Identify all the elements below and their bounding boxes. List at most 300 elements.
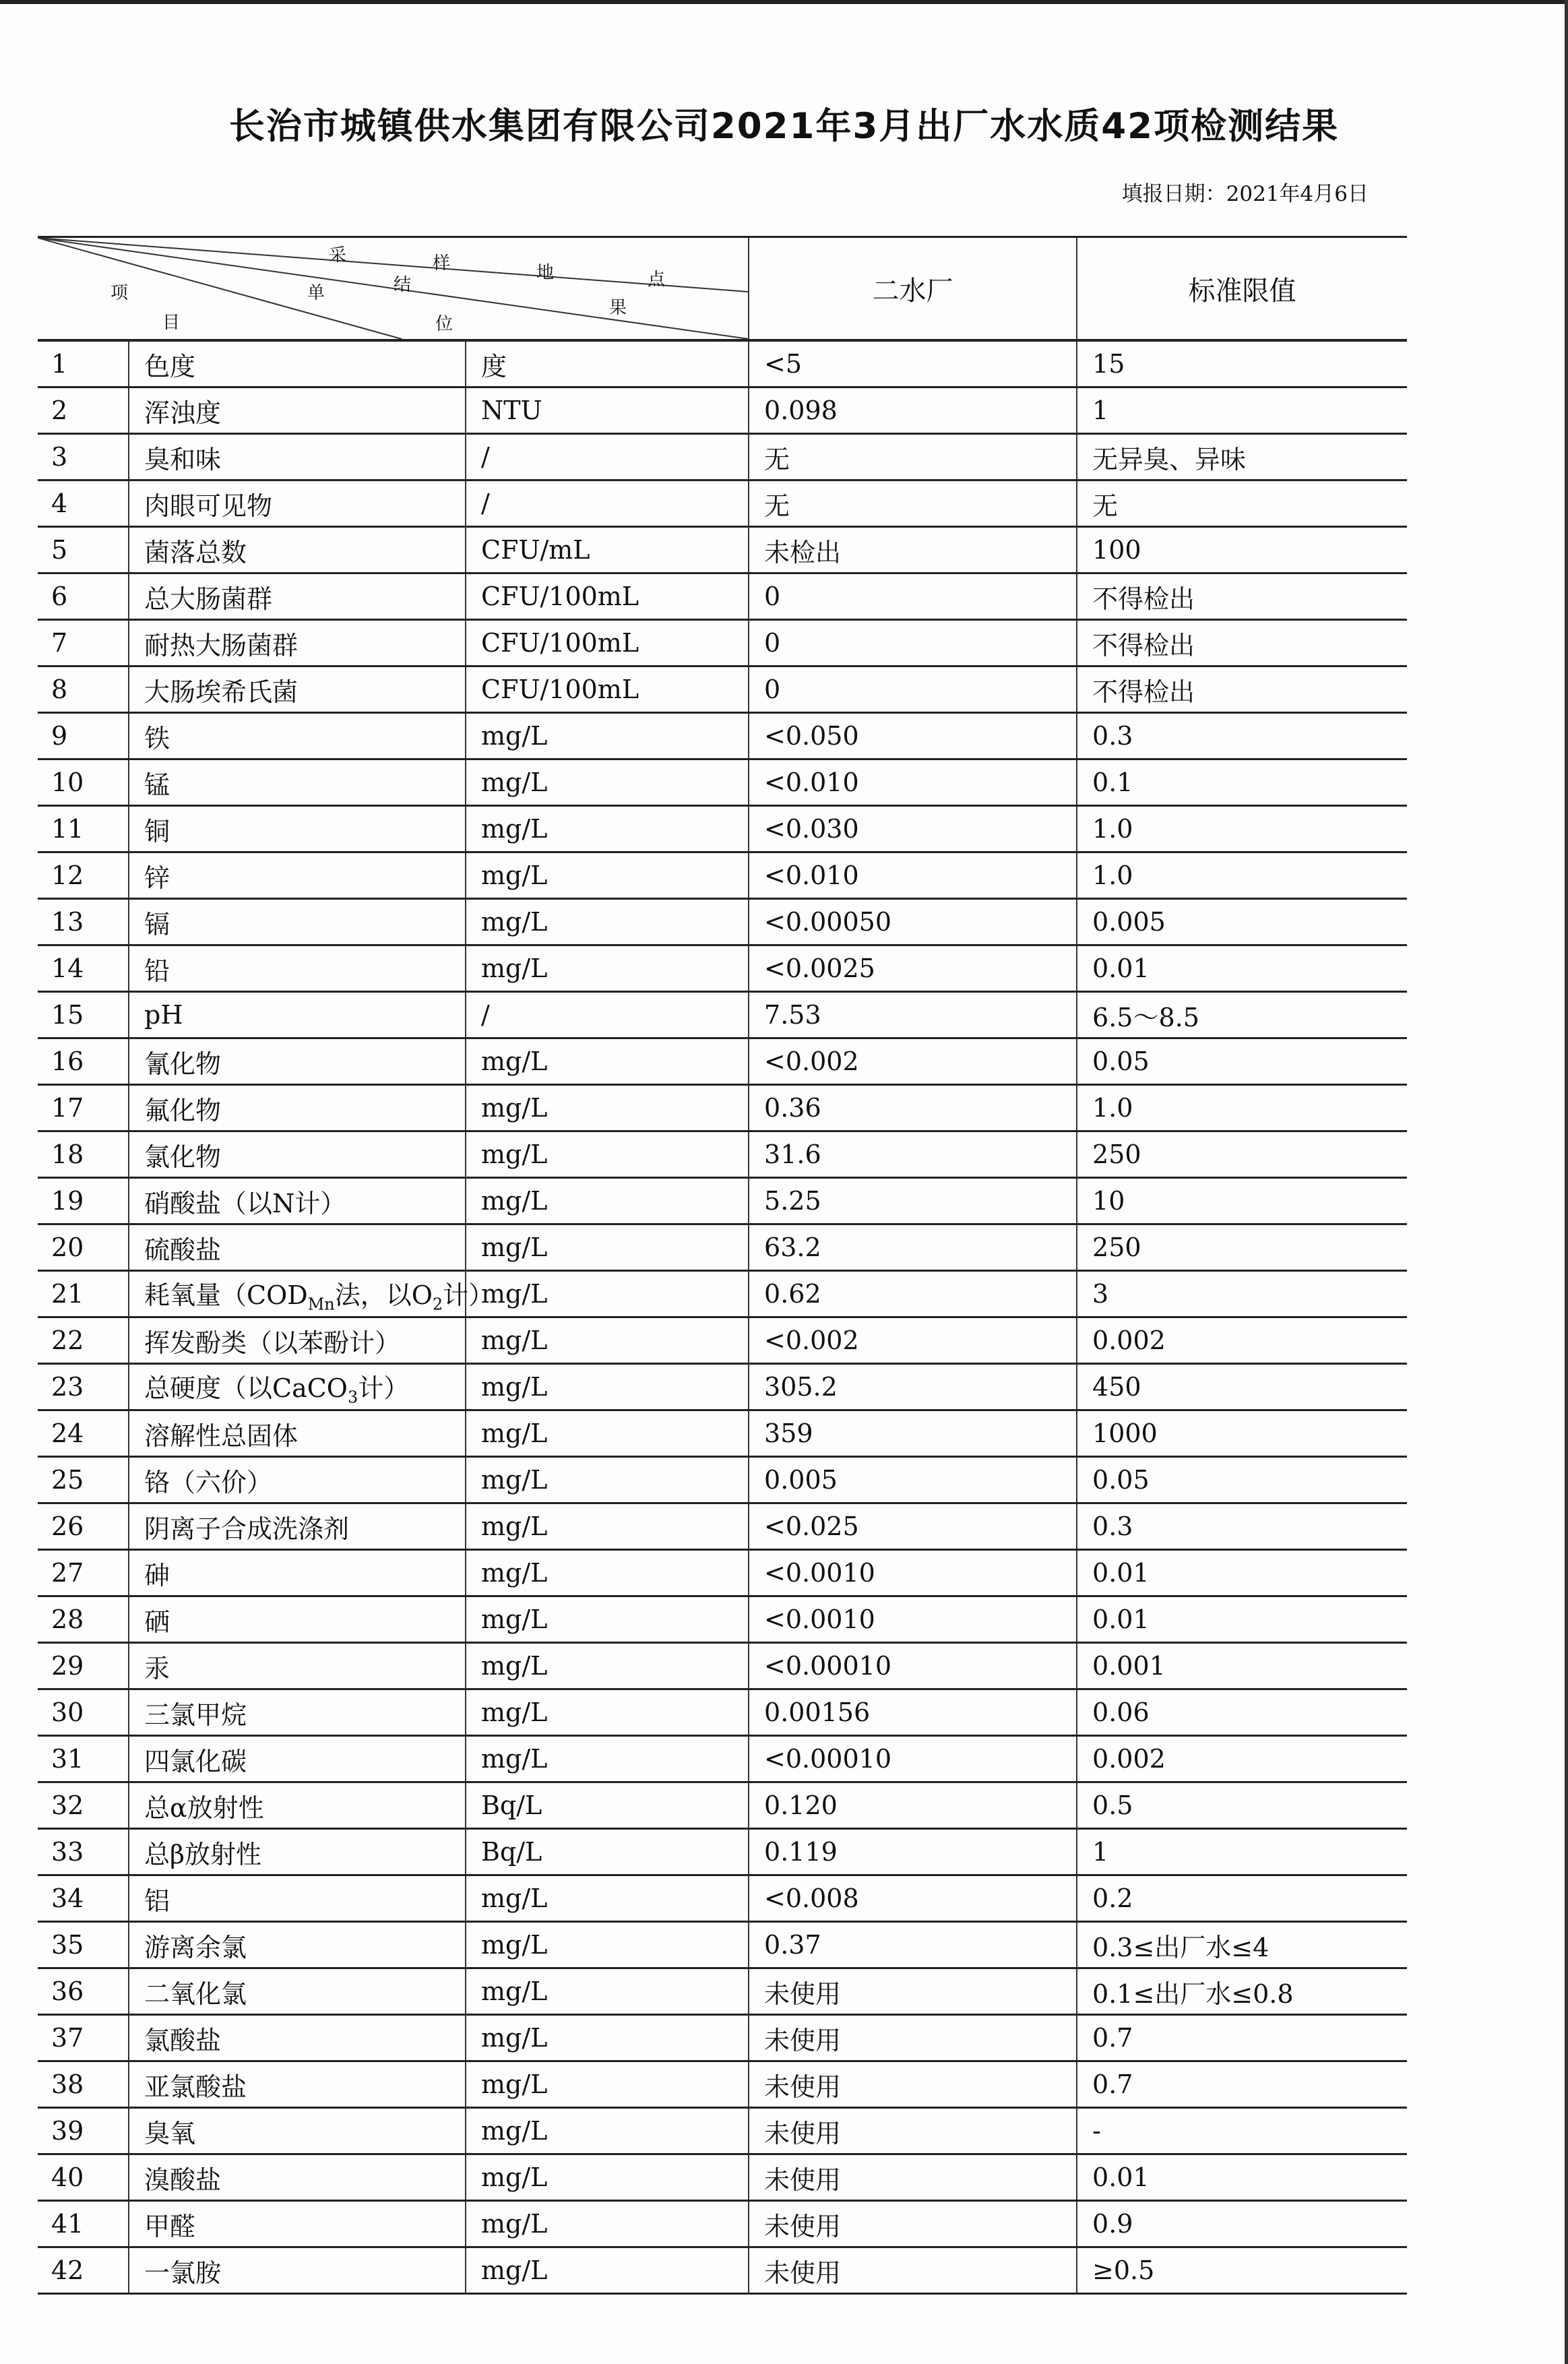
- result-value: <0.008: [749, 1875, 1077, 1922]
- row-number: 37: [38, 2015, 129, 2061]
- table-row: [38, 1643, 1407, 1689]
- row-number: 41: [38, 2201, 129, 2247]
- row-number: 36: [38, 1968, 129, 2015]
- item-name-text: 溴酸盐: [144, 2165, 222, 2195]
- item-name: [129, 1829, 466, 1875]
- item-name-text: 总大肠菌群: [144, 584, 273, 614]
- row-number: 14: [38, 945, 129, 992]
- unit: mg/L: [466, 852, 749, 899]
- result-value: <0.0010: [749, 1596, 1077, 1643]
- item-name-subscript: Mn: [307, 1295, 335, 1314]
- item-name-text: 氰化物: [144, 1049, 222, 1079]
- table-row: [38, 387, 1407, 434]
- item-name-text: 四氯化碳: [144, 1746, 247, 1776]
- item-name-text: 亚氯酸盐: [144, 2072, 247, 2102]
- result-value: 未使用: [749, 2061, 1077, 2108]
- row-number: 12: [38, 852, 129, 899]
- item-name-text: 挥发酚类（以苯酚计）: [144, 1328, 401, 1358]
- item-name: [129, 1689, 466, 1736]
- unit: /: [466, 992, 749, 1038]
- table-row: [38, 1922, 1407, 1968]
- report-date: 填报日期：2021年4月6日: [1121, 182, 1369, 206]
- item-name: [129, 1968, 466, 2015]
- standard-limit-value: 0.001: [1077, 1643, 1407, 1689]
- standard-limit-value: 15: [1077, 340, 1407, 387]
- standard-limit-value: 0.05: [1077, 1038, 1407, 1085]
- standard-limit-value: 0.05: [1077, 1457, 1407, 1503]
- result-value: <0.010: [749, 852, 1077, 899]
- unit: mg/L: [466, 1968, 749, 2015]
- table-row: [38, 2247, 1407, 2294]
- item-name: [129, 387, 466, 434]
- row-number: 34: [38, 1875, 129, 1922]
- table-row: [38, 1364, 1407, 1410]
- unit: mg/L: [466, 713, 749, 759]
- item-name-text: 阴离子合成洗涤剂: [144, 1514, 350, 1544]
- table-row: [38, 713, 1407, 759]
- item-name: [129, 713, 466, 759]
- standard-limit-value: 0.2: [1077, 1875, 1407, 1922]
- item-name: [129, 1410, 466, 1457]
- standard-limit-value: 0.3≤出厂水≤4: [1077, 1922, 1407, 1968]
- standard-limit-value: 0.1≤出厂水≤0.8: [1077, 1968, 1407, 2015]
- item-name-text: 锌: [144, 863, 170, 893]
- table-row: [38, 1131, 1407, 1178]
- item-name-text: 硒: [144, 1607, 170, 1637]
- table-row: [38, 1271, 1407, 1317]
- result-value: 0.119: [749, 1829, 1077, 1875]
- result-value: <0.002: [749, 1038, 1077, 1085]
- item-name-text: 三氯甲烷: [144, 1700, 247, 1730]
- item-name: [129, 899, 466, 945]
- item-name: [129, 2061, 466, 2108]
- item-name: [129, 1596, 466, 1643]
- unit: CFU/100mL: [466, 666, 749, 713]
- item-name-text: 游离余氯: [144, 1932, 247, 1962]
- item-name-text: 大肠埃希氏菌: [144, 677, 299, 707]
- unit: Bq/L: [466, 1829, 749, 1875]
- item-name-text: 耗氧量（COD: [144, 1280, 308, 1310]
- item-name-text: 铅: [144, 956, 170, 986]
- item-name-text: 硝酸盐（以N计）: [144, 1188, 346, 1218]
- row-number: 10: [38, 759, 129, 806]
- standard-limit-value: 250: [1077, 1224, 1407, 1271]
- item-name: [129, 2247, 466, 2294]
- item-name: [129, 1224, 466, 1271]
- table-row: [38, 2061, 1407, 2108]
- table-row: [38, 992, 1407, 1038]
- table-row: [38, 1736, 1407, 1782]
- standard-limit-value: 3: [1077, 1271, 1407, 1317]
- row-number: 35: [38, 1922, 129, 1968]
- table-row: [38, 340, 1407, 387]
- diagonal-header-lines: [38, 238, 749, 339]
- table-row: [38, 1503, 1407, 1550]
- row-number: 29: [38, 1643, 129, 1689]
- standard-limit-value: 450: [1077, 1364, 1407, 1410]
- unit: mg/L: [466, 1550, 749, 1596]
- item-name-text: 臭氧: [144, 2118, 196, 2148]
- item-name-text: 铁: [144, 723, 170, 753]
- result-value: 未检出: [749, 527, 1077, 573]
- item-name-text: 总硬度（以CaCO: [144, 1373, 348, 1403]
- standard-limit-value: 1: [1077, 1829, 1407, 1875]
- result-value: 31.6: [749, 1131, 1077, 1178]
- standard-limit-value: 0.002: [1077, 1736, 1407, 1782]
- unit: mg/L: [466, 2247, 749, 2294]
- item-name-text: 肉眼可见物: [144, 491, 273, 521]
- standard-limit-value: 不得检出: [1077, 666, 1407, 713]
- hdr-unit-char: 单: [307, 283, 325, 303]
- row-number: 26: [38, 1503, 129, 1550]
- row-number: 31: [38, 1736, 129, 1782]
- item-name: [129, 434, 466, 480]
- unit: mg/L: [466, 1224, 749, 1271]
- unit: NTU: [466, 387, 749, 434]
- unit: mg/L: [466, 2154, 749, 2201]
- table-row: [38, 2154, 1407, 2201]
- row-number: 1: [38, 340, 129, 387]
- unit: mg/L: [466, 1922, 749, 1968]
- result-value: 0.36: [749, 1085, 1077, 1131]
- standard-limit-value: 0.01: [1077, 1550, 1407, 1596]
- table-row: [38, 666, 1407, 713]
- item-name: [129, 340, 466, 387]
- row-number: 15: [38, 992, 129, 1038]
- standard-limit-value: 无: [1077, 480, 1407, 527]
- row-number: 32: [38, 1782, 129, 1829]
- table-row: [38, 2015, 1407, 2061]
- standard-limit-value: 0.002: [1077, 1317, 1407, 1364]
- standard-limit-value: 不得检出: [1077, 620, 1407, 666]
- unit: CFU/100mL: [466, 620, 749, 666]
- row-number: 6: [38, 573, 129, 620]
- item-name: [129, 1922, 466, 1968]
- item-name: [129, 1503, 466, 1550]
- item-name: [129, 806, 466, 852]
- table-row: [38, 899, 1407, 945]
- table-row: [38, 434, 1407, 480]
- result-value: 未使用: [749, 2201, 1077, 2247]
- item-name: [129, 527, 466, 573]
- table-row: [38, 1457, 1407, 1503]
- table-row: [38, 1689, 1407, 1736]
- hdr-site-char: 样: [433, 253, 451, 274]
- standard-limit-value: 6.5～8.5: [1077, 992, 1407, 1038]
- row-number: 20: [38, 1224, 129, 1271]
- standard-limit-value: 0.06: [1077, 1689, 1407, 1736]
- item-name-text: 一氯胺: [144, 2258, 222, 2288]
- result-value: <0.00010: [749, 1643, 1077, 1689]
- unit: mg/L: [466, 1596, 749, 1643]
- row-number: 28: [38, 1596, 129, 1643]
- unit: mg/L: [466, 1875, 749, 1922]
- item-name-text: 溶解性总固体: [144, 1421, 299, 1451]
- item-name: [129, 1643, 466, 1689]
- table-row: [38, 480, 1407, 527]
- item-name: [129, 1782, 466, 1829]
- result-value: 未使用: [749, 2015, 1077, 2061]
- table-row: [38, 1875, 1407, 1922]
- item-name-text: 总β放射性: [144, 1839, 261, 1869]
- unit: mg/L: [466, 1689, 749, 1736]
- row-number: 19: [38, 1178, 129, 1224]
- item-name: [129, 1131, 466, 1178]
- standard-limit-value: 0.01: [1077, 1596, 1407, 1643]
- item-name-subscript: 3: [347, 1388, 358, 1407]
- hdr-item-char: 目: [162, 313, 181, 333]
- standard-limit-value: 0.005: [1077, 899, 1407, 945]
- table-row: [38, 527, 1407, 573]
- unit: mg/L: [466, 1271, 749, 1317]
- result-value: 无: [749, 434, 1077, 480]
- table-row: [38, 1038, 1407, 1085]
- results-table: [38, 236, 1407, 2295]
- row-number: 25: [38, 1457, 129, 1503]
- standard-limit-value: 无异臭、异味: [1077, 434, 1407, 480]
- item-name-text: 总α放射性: [144, 1793, 264, 1823]
- table-row: [38, 806, 1407, 852]
- unit: mg/L: [466, 2061, 749, 2108]
- page-top-border: [0, 0, 1568, 4]
- result-value: 0.005: [749, 1457, 1077, 1503]
- standard-limit-value: 不得检出: [1077, 573, 1407, 620]
- row-number: 9: [38, 713, 129, 759]
- row-number: 27: [38, 1550, 129, 1596]
- item-name-text: 铜: [144, 816, 170, 846]
- result-value: 0: [749, 666, 1077, 713]
- row-number: 16: [38, 1038, 129, 1085]
- standard-limit-value: 1.0: [1077, 1085, 1407, 1131]
- unit: mg/L: [466, 2201, 749, 2247]
- item-name-text: 氯酸盐: [144, 2025, 222, 2055]
- item-name-text: 硫酸盐: [144, 1235, 222, 1265]
- standard-limit-value: 1.0: [1077, 852, 1407, 899]
- unit: mg/L: [466, 1410, 749, 1457]
- row-number: 8: [38, 666, 129, 713]
- standard-limit-value: -: [1077, 2108, 1407, 2154]
- row-number: 17: [38, 1085, 129, 1131]
- standard-limit-value: 0.7: [1077, 2061, 1407, 2108]
- unit: mg/L: [466, 2108, 749, 2154]
- table-row: [38, 1178, 1407, 1224]
- item-name: [129, 759, 466, 806]
- page-title: 长治市城镇供水集团有限公司2021年3月出厂水水质42项检测结果: [228, 106, 1340, 147]
- item-name-text: 甲醛: [144, 2211, 196, 2241]
- hdr-result-char: 果: [609, 298, 627, 318]
- result-value: <0.010: [749, 759, 1077, 806]
- unit: mg/L: [466, 1643, 749, 1689]
- unit: /: [466, 480, 749, 527]
- standard-limit-value: 0.01: [1077, 945, 1407, 992]
- unit: mg/L: [466, 1085, 749, 1131]
- row-number: 39: [38, 2108, 129, 2154]
- row-number: 38: [38, 2061, 129, 2108]
- diagonal-header-cell: [38, 237, 749, 341]
- row-number: 2: [38, 387, 129, 434]
- item-name: [129, 666, 466, 713]
- standard-limit-header: 标准限值: [1077, 237, 1407, 341]
- item-name-text: pH: [144, 1000, 183, 1030]
- row-number: 22: [38, 1317, 129, 1364]
- hdr-unit-char: 位: [435, 314, 453, 334]
- table-row: [38, 1782, 1407, 1829]
- result-value: 0.098: [749, 387, 1077, 434]
- item-name: [129, 480, 466, 527]
- result-value: <0.050: [749, 713, 1077, 759]
- result-value: 0.00156: [749, 1689, 1077, 1736]
- row-number: 40: [38, 2154, 129, 2201]
- row-number: 24: [38, 1410, 129, 1457]
- hdr-item-char: 项: [111, 283, 129, 303]
- item-name-text: 汞: [144, 1653, 170, 1683]
- standard-limit-value: 0.3: [1077, 1503, 1407, 1550]
- result-value: <0.0010: [749, 1550, 1077, 1596]
- result-value: <0.0025: [749, 945, 1077, 992]
- unit: CFU/100mL: [466, 573, 749, 620]
- table-row: [38, 1829, 1407, 1875]
- row-number: 3: [38, 434, 129, 480]
- unit: mg/L: [466, 1131, 749, 1178]
- item-name-text: 锰: [144, 770, 170, 800]
- item-name-text: 镉: [144, 909, 170, 939]
- result-value: <0.00010: [749, 1736, 1077, 1782]
- unit: mg/L: [466, 945, 749, 992]
- row-number: 5: [38, 527, 129, 573]
- item-name: [129, 1271, 495, 1317]
- item-name-text: 铝: [144, 1886, 170, 1916]
- result-value: <5: [749, 340, 1077, 387]
- item-name: [129, 2108, 466, 2154]
- unit: mg/L: [466, 806, 749, 852]
- hdr-result-char: 结: [394, 275, 412, 295]
- row-number: 33: [38, 1829, 129, 1875]
- unit: 度: [466, 340, 749, 387]
- standard-limit-value: ≥0.5: [1077, 2247, 1407, 2294]
- result-value: 359: [749, 1410, 1077, 1457]
- result-value: 7.53: [749, 992, 1077, 1038]
- unit: mg/L: [466, 899, 749, 945]
- standard-limit-value: 0.1: [1077, 759, 1407, 806]
- standard-limit-value: 100: [1077, 527, 1407, 573]
- table-header-row: [38, 237, 1407, 341]
- item-name-text: 计）: [358, 1373, 410, 1403]
- page-right-border: [1565, 0, 1568, 2364]
- table-row: [38, 852, 1407, 899]
- item-name-text: 菌落总数: [144, 537, 247, 567]
- standard-limit-value: 1.0: [1077, 806, 1407, 852]
- standard-limit-value: 0.3: [1077, 713, 1407, 759]
- result-value: 0: [749, 573, 1077, 620]
- table-row: [38, 1410, 1407, 1457]
- item-name: [129, 1457, 466, 1503]
- result-value: 无: [749, 480, 1077, 527]
- result-value: 未使用: [749, 2108, 1077, 2154]
- result-value: 未使用: [749, 2154, 1077, 2201]
- hdr-site-char: 采: [329, 245, 347, 266]
- unit: mg/L: [466, 759, 749, 806]
- item-name-text: 铬（六价）: [144, 1467, 273, 1497]
- row-number: 23: [38, 1364, 129, 1410]
- result-value: 未使用: [749, 1968, 1077, 2015]
- item-name-subscript: 2: [432, 1295, 443, 1314]
- item-name: [129, 1875, 466, 1922]
- result-value: 63.2: [749, 1224, 1077, 1271]
- item-name: [129, 573, 466, 620]
- result-value: 0: [749, 620, 1077, 666]
- item-name: [129, 1317, 466, 1364]
- table-row: [38, 945, 1407, 992]
- item-name-text: 色度: [144, 351, 196, 381]
- table-row: [38, 1550, 1407, 1596]
- hdr-site-char: 地: [536, 263, 555, 283]
- row-number: 4: [38, 480, 129, 527]
- table-row: [38, 759, 1407, 806]
- diagonal-line-3: [38, 238, 402, 339]
- row-number: 21: [38, 1271, 129, 1317]
- item-name-text: 砷: [144, 1560, 170, 1590]
- result-value: 305.2: [749, 1364, 1077, 1410]
- row-number: 13: [38, 899, 129, 945]
- standard-limit-value: 1: [1077, 387, 1407, 434]
- item-name: [129, 2015, 466, 2061]
- table-row: [38, 2201, 1407, 2247]
- unit: mg/L: [466, 1457, 749, 1503]
- standard-limit-value: 10: [1077, 1178, 1407, 1224]
- result-value: <0.00050: [749, 899, 1077, 945]
- standard-limit-value: 0.9: [1077, 2201, 1407, 2247]
- hdr-site-char: 点: [648, 270, 666, 290]
- table-row: [38, 1085, 1407, 1131]
- item-name: [129, 852, 466, 899]
- unit: /: [466, 434, 749, 480]
- item-name: [129, 1364, 466, 1410]
- item-name: [129, 2201, 466, 2247]
- table-row: [38, 2108, 1407, 2154]
- result-value: 0.120: [749, 1782, 1077, 1829]
- table-row: [38, 573, 1407, 620]
- row-number: 30: [38, 1689, 129, 1736]
- unit: mg/L: [466, 1178, 749, 1224]
- unit: mg/L: [466, 1038, 749, 1085]
- unit: mg/L: [466, 1736, 749, 1782]
- item-name-text: 耐热大肠菌群: [144, 630, 299, 660]
- standard-limit-value: 1000: [1077, 1410, 1407, 1457]
- table-body: [38, 340, 1407, 2294]
- result-value: 0.62: [749, 1271, 1077, 1317]
- item-name-text: 氟化物: [144, 1095, 222, 1125]
- row-number: 18: [38, 1131, 129, 1178]
- item-name: [129, 1736, 466, 1782]
- item-name-text: 浑浊度: [144, 398, 222, 428]
- table-row: [38, 620, 1407, 666]
- item-name: [129, 1038, 466, 1085]
- unit: mg/L: [466, 1503, 749, 1550]
- standard-limit-value: 0.5: [1077, 1782, 1407, 1829]
- site-name-header: 二水厂: [749, 237, 1077, 341]
- item-name: [129, 2154, 466, 2201]
- table-row: [38, 1596, 1407, 1643]
- table-row: [38, 1968, 1407, 2015]
- unit: mg/L: [466, 1317, 749, 1364]
- item-name: [129, 620, 466, 666]
- item-name: [129, 992, 466, 1038]
- table-row: [38, 1224, 1407, 1271]
- item-name: [129, 1085, 466, 1131]
- unit: mg/L: [466, 2015, 749, 2061]
- result-value: <0.002: [749, 1317, 1077, 1364]
- item-name: [129, 1178, 466, 1224]
